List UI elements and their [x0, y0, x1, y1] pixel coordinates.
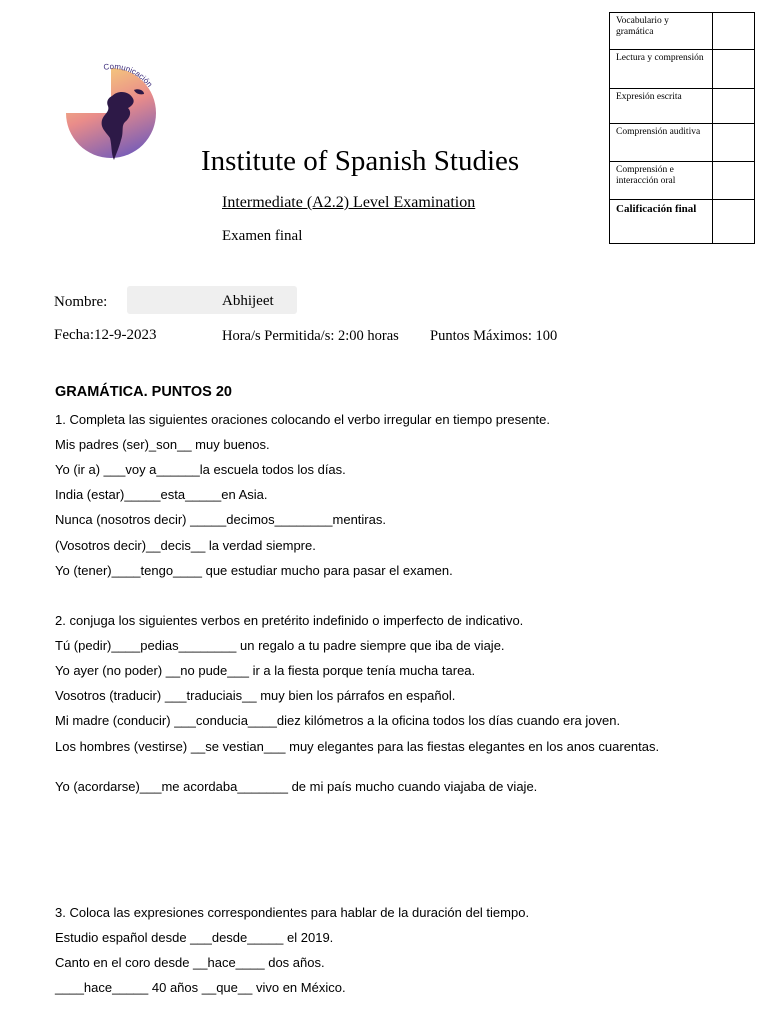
answer-line: Nunca (nosotros decir) _____decimos________mentiras.	[55, 512, 386, 527]
score-row	[610, 162, 755, 200]
answer-line: Canto en el coro desde __hace____ dos años.	[55, 955, 325, 970]
score-row-label: Lectura y comprensión	[610, 50, 713, 89]
question-2-prompt: 2. conjuga los siguientes verbos en pretérito indefinido o imperfecto de indicativo.	[55, 613, 524, 628]
score-row	[610, 89, 755, 124]
answer-line: Estudio español desde ___desde_____ el 2019.	[55, 930, 334, 945]
answer-line: ____hace_____ 40 años __que__ vivo en México.	[55, 980, 346, 995]
answer-line: Yo (tener)____tengo____ que estudiar mucho para pasar el examen.	[55, 563, 453, 578]
answer-line: Los hombres (vestirse) __se vestian___ muy elegantes para las fiestas elegantes en los anos cuarentas.	[55, 739, 660, 754]
question-3-prompt: 3. Coloca las expresiones correspondientes para hablar de la duración del tiempo.	[55, 905, 530, 920]
score-row-label: Calificación final	[610, 200, 713, 244]
score-cell[interactable]	[713, 89, 755, 124]
name-value: Abhijeet	[222, 293, 274, 309]
answer-line: Vosotros (traducir) ___traduciais__ muy bien los párrafos en español.	[55, 688, 456, 703]
score-row	[610, 200, 755, 244]
page-title: Institute of Spanish Studies	[201, 145, 520, 177]
score-row-label: Vocabulario y gramática	[610, 13, 713, 50]
answer-line: Yo (ir a) ___voy a______la escuela todos los días.	[55, 462, 346, 477]
score-cell[interactable]	[713, 124, 755, 162]
exam-date: Fecha:12-9-2023	[54, 327, 157, 343]
allowed-hours: Hora/s Permitida/s: 2:00 horas	[222, 328, 399, 344]
logo-arc-text: Comunicación	[102, 62, 155, 89]
answer-line: (Vosotros decir)__decis__ la verdad siempre.	[55, 538, 316, 553]
answer-line: India (estar)_____esta_____en Asia.	[55, 487, 268, 502]
score-row-label: Comprensión e interacción oral	[610, 162, 713, 200]
score-cell[interactable]	[713, 200, 755, 244]
score-row-label: Expresión escrita	[610, 89, 713, 124]
exam-subtitle: Intermediate (A2.2) Level Examination	[222, 194, 476, 211]
score-cell[interactable]	[713, 50, 755, 89]
score-row	[610, 13, 755, 50]
answer-line: Mi madre (conducir) ___conducia____diez kilómetros a la oficina todos los días cuando era joven.	[55, 713, 621, 728]
answer-line: Mis padres (ser)_son__ muy buenos.	[55, 437, 270, 452]
score-row	[610, 124, 755, 162]
exam-type: Examen final	[222, 228, 303, 244]
score-row	[610, 50, 755, 89]
score-row-label: Comprensión auditiva	[610, 124, 713, 162]
section-title: GRAMÁTICA. PUNTOS 20	[55, 384, 232, 400]
answer-line: Tú (pedir)____pedias________ un regalo a tu padre siempre que iba de viaje.	[55, 638, 505, 653]
name-label: Nombre:	[54, 294, 108, 310]
score-table	[609, 12, 755, 244]
score-cell[interactable]	[713, 162, 755, 200]
answer-line: Yo ayer (no poder) __no pude___ ir a la fiesta porque tenía mucha tarea.	[55, 663, 476, 678]
score-cell[interactable]	[713, 13, 755, 50]
question-1-prompt: 1. Completa las siguientes oraciones colocando el verbo irregular en tiempo presente.	[55, 412, 551, 427]
answer-line: Yo (acordarse)___me acordaba_______ de mi país mucho cuando viajaba de viaje.	[55, 779, 538, 794]
institute-logo	[58, 60, 164, 166]
max-points: Puntos Máximos: 100	[430, 328, 558, 344]
